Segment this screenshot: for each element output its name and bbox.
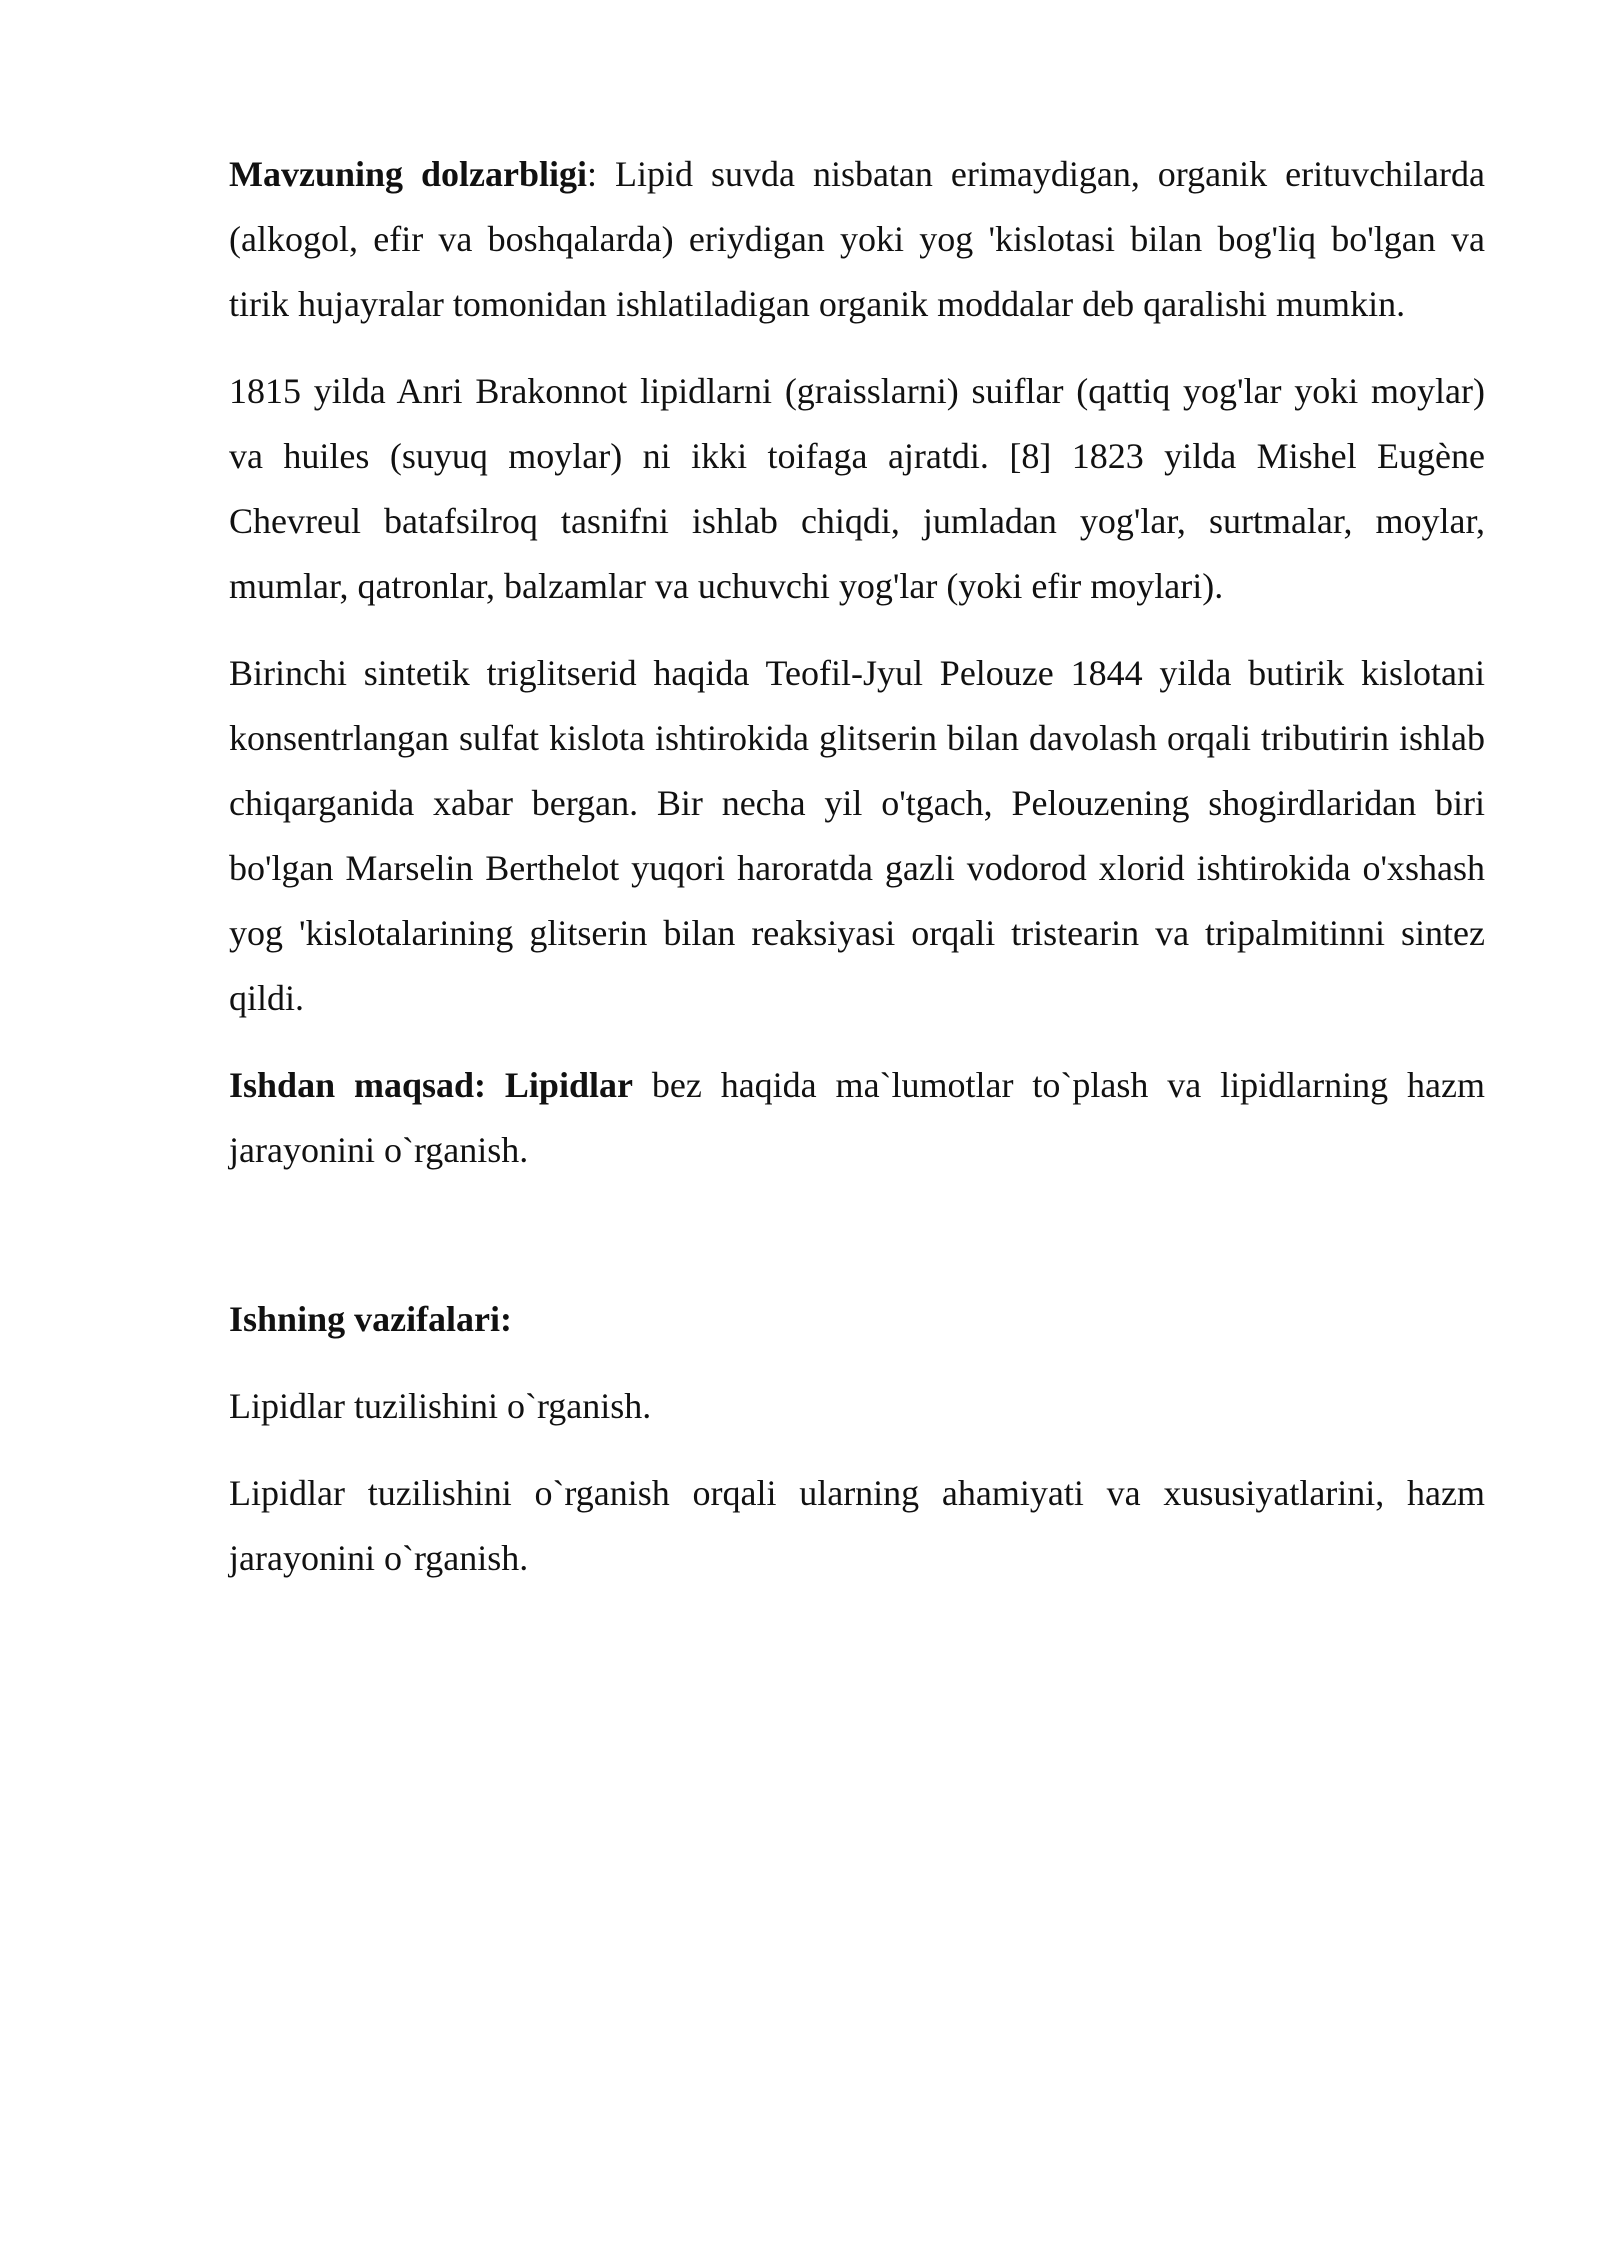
goal-text: bez haqida ma`lumotlar to`plash va lipidlarning hazm jarayonini o`rganish. (229, 1065, 1485, 1170)
spacer (229, 1205, 1485, 1287)
relevance-text: : Lipid suvda nisbatan erimaydigan, organik erituvchilarda (alkogol, efir va boshqalarda) eriydigan yoki yog 'kislotasi bilan bog'liq bo'lgan va tirik hujayralar tomonidan ishlatiladigan organik moddalar deb qaralishi mumkin. (229, 154, 1485, 324)
tasks-heading: Ishning vazifalari: (229, 1299, 513, 1339)
paragraph-history-braconnot: 1815 yilda Anri Brakonnot lipidlarni (graisslarni) suiflar (qattiq yog'lar yoki moylar) va huiles (suyuq moylar) ni ikki toifaga ajratdi. [8] 1823 yilda Mishel Eugène Chevreul batafsilroq tasnifni ishlab chiqdi, jumladan yog'lar, surtmalar, moylar, mumlar, qatronlar, balzamlar va uchuvchi yog'lar (yoki efir moylari). (229, 371, 1485, 606)
task-item-2: Lipidlar tuzilishini o`rganish orqali ularning ahamiyati va xususiyatlarini, hazm jarayonini o`rganish. (229, 1473, 1485, 1578)
paragraph-relevance (229, 142, 1485, 337)
task-item-1: Lipidlar tuzilishini o`rganish. (229, 1386, 652, 1426)
paragraph-history-pelouze: Birinchi sintetik triglitserid haqida Teofil-Jyul Pelouze 1844 yilda butirik kislotani konsentrlangan sulfat kislota ishtirokida glitserin bilan davolash orqali tributirin ishlab chiqarganida xabar bergan. Bir necha yil o'tgach, Pelouzening shogirdlaridan biri bo'lgan Marselin Berthelot yuqori haroratda gazli vodorod xlorid ishtirokida o'xshash yog 'kislotalarining glitserin bilan reaksiyasi orqali tristearin va tripalmitinni sintez qildi. (229, 653, 1485, 1018)
goal-heading: Ishdan maqsad: Lipidlar (229, 1065, 633, 1105)
document-body (229, 142, 1485, 1613)
paragraph-goal (229, 1053, 1485, 1183)
relevance-heading: Mavzuning dolzarbligi (229, 154, 588, 194)
